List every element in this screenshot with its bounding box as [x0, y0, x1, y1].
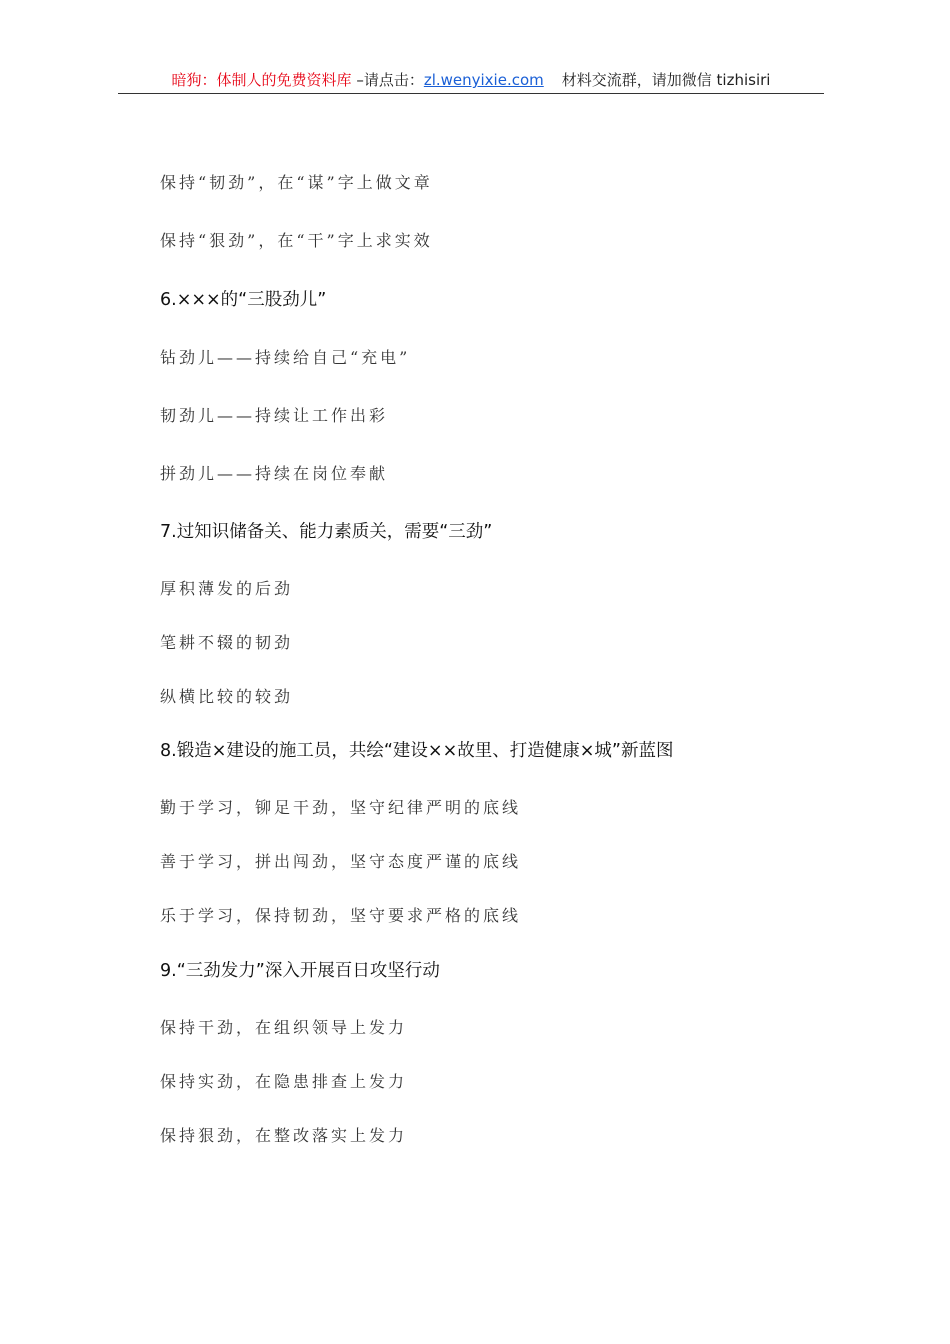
body-line: 保持实劲，在隐患排查上发力 [160, 1072, 408, 1091]
body-line: 保持干劲，在组织领导上发力 [160, 1018, 408, 1037]
header-contact: 材料交流群，请加微信 tizhisiri [561, 71, 771, 89]
body-line: 笔耕不辍的韧劲 [160, 633, 294, 652]
page-header [118, 70, 824, 94]
body-line: 厚积薄发的后劲 [160, 579, 294, 598]
section-heading: 7.过知识储备关、能力素质关，需要“三劲” [160, 522, 493, 542]
body-line: 纵横比较的较劲 [160, 687, 294, 706]
body-line: 保持狠劲，在整改落实上发力 [160, 1126, 408, 1145]
body-line: 拼劲儿——持续在岗位奉献 [160, 464, 389, 483]
body-line: 韧劲儿——持续让工作出彩 [160, 406, 389, 425]
section-heading: 6.×××的“三股劲儿” [160, 290, 327, 310]
body-line: 保持“韧劲”，在“谋”字上做文章 [160, 173, 433, 192]
body-line: 善于学习，拼出闯劲，坚守态度严谨的底线 [160, 852, 522, 871]
body-line: 勤于学习，铆足干劲，坚守纪律严明的底线 [160, 798, 522, 817]
header-brand: 暗狗：体制人的免费资料库 [171, 71, 352, 89]
header-link[interactable]: zl.wenyixie.com [423, 71, 544, 89]
header-separator: –请点击： [351, 71, 424, 89]
section-heading: 9.“三劲发力”深入开展百日攻坚行动 [160, 961, 440, 981]
body-line: 钻劲儿——持续给自己“充电” [160, 348, 411, 367]
section-heading: 8.锻造×建设的施工员，共绘“建设××故里、打造健康×城”新蓝图 [160, 741, 674, 761]
body-line: 保持“狠劲”，在“干”字上求实效 [160, 231, 433, 250]
body-line: 乐于学习，保持韧劲，坚守要求严格的底线 [160, 906, 522, 925]
